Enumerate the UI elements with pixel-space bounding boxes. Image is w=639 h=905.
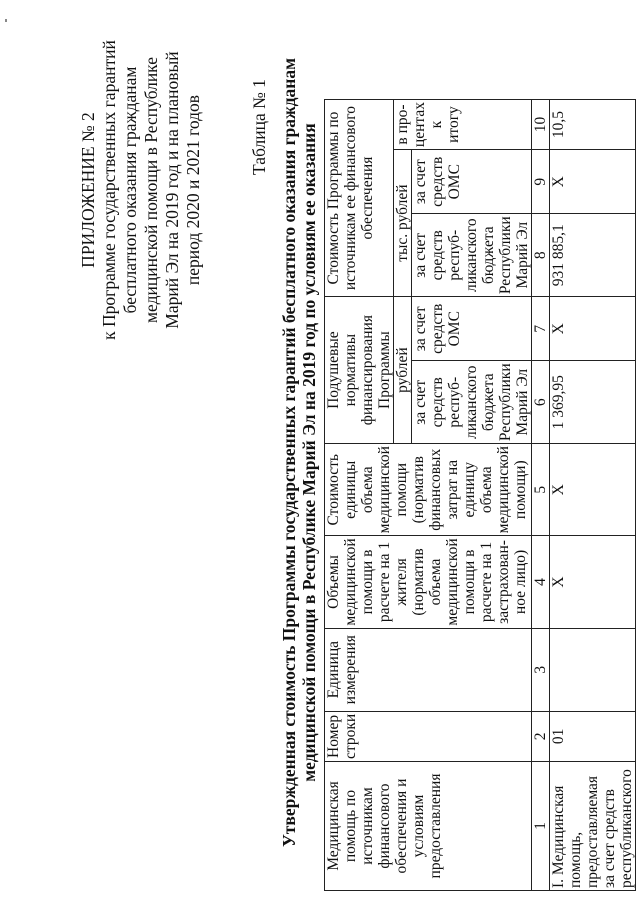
row-cost-oms: X	[550, 150, 636, 214]
header-unit: Единица измерения	[325, 628, 532, 711]
row-per-capita-oms: X	[550, 297, 636, 361]
column-number: 8	[532, 214, 550, 297]
column-number: 5	[532, 444, 550, 536]
column-number: 9	[532, 150, 550, 214]
header-unit-cost: Стоимость единицы объема медицинской помощи (норматив финансовых затрат на единицу объема медицинской помощи)	[325, 444, 532, 536]
header-republic-budget: за счет средств респуб-ликанского бюджета Республики Марий Эл	[412, 214, 532, 297]
header-per-capita-unit: рублей	[394, 297, 412, 444]
column-number: 6	[532, 361, 550, 444]
table-label: Таблица № 1	[249, 79, 269, 175]
appendix-header	[78, 20, 204, 360]
title-line: Утвержденная стоимость Программы государственных гарантий бесплатного оказания гражданам	[279, 57, 299, 848]
appendix-line: ПРИЛОЖЕНИЕ № 2	[78, 112, 98, 268]
cost-table	[324, 99, 636, 891]
column-number: 3	[532, 628, 550, 711]
appendix-line: медицинской помощи в Республике	[141, 56, 161, 324]
row-unit-cost: X	[550, 444, 636, 536]
row-volume: X	[550, 536, 636, 628]
appendix-line: к Программе государственных гарантий	[99, 40, 119, 340]
header-oms: за счет средств ОМС	[412, 297, 532, 361]
document-title	[279, 10, 319, 895]
header-volume: Объемы медицинской помощи в расчете на 1 жителя (норматив объема медицинской помощи в расчете на 1 застрахован-ное лицо)	[325, 536, 532, 628]
row-cost-budget: 931 885,1	[550, 214, 636, 297]
appendix-line: Марий Эл на 2019 год и на плановый	[162, 51, 182, 329]
header-oms: за счет средств ОМС	[412, 150, 532, 214]
row-name: I. Медицинская помощь, предоставляемая за счет средств республиканского	[550, 762, 636, 891]
column-number: 7	[532, 297, 550, 361]
column-number: 4	[532, 536, 550, 628]
table-row	[550, 100, 636, 891]
row-per-capita-budget: 1 369,95	[550, 361, 636, 444]
title-line: медицинской помощи в Республике Марий Эл на 2019 год по условиям ее оказания	[299, 123, 319, 782]
column-number: 10	[532, 100, 550, 150]
header-republic-budget: за счет средств респуб-ликанского бюджета Республики Марий Эл	[412, 361, 532, 444]
column-number: 1	[532, 762, 550, 891]
header-assistance-type: Медицинская помощь по источникам финансового обеспечения и условиям предоставления	[325, 762, 532, 891]
header-per-capita: Подушевые нормативы финансирования Программы	[325, 297, 394, 444]
row-unit	[550, 628, 636, 711]
header-row-number: Номер строки	[325, 711, 532, 761]
column-number: 2	[532, 711, 550, 761]
appendix-line: бесплатного оказания гражданам	[120, 66, 140, 314]
header-percent: в про-центах к итогу	[394, 100, 532, 150]
appendix-line: период 2020 и 2021 годов	[183, 94, 203, 286]
header-program-cost: Стоимость Программы по источникам ее финансового обеспечения	[325, 100, 394, 297]
header-program-cost-unit: тыс. рублей	[394, 150, 412, 297]
scan-mark	[5, 19, 7, 22]
row-percent: 10,5	[550, 100, 636, 150]
row-number: 01	[550, 711, 636, 761]
